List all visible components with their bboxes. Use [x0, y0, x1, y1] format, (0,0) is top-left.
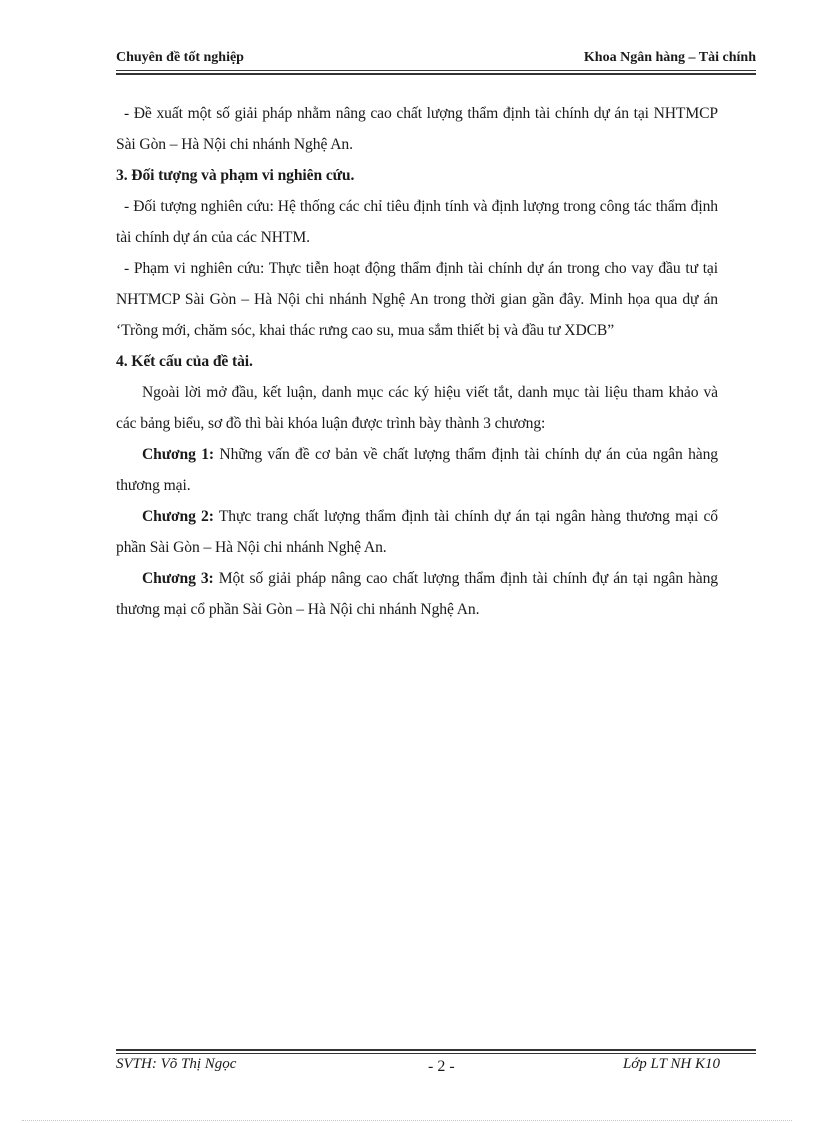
heading-section-4: 4. Kết cấu của đề tài. — [116, 353, 253, 370]
footer-rule-top — [116, 1049, 756, 1051]
page-header — [116, 48, 756, 68]
footer-class: Lớp LT NH K10 — [622, 1056, 720, 1072]
header-rule-bottom — [116, 73, 756, 75]
chapter-1-label: Chương 1: — [142, 446, 214, 463]
page-number: - 2 - — [428, 1058, 455, 1075]
chapter-3-text: Một số giải pháp nâng cao chất lượng thẩm định tài chính đự án tại ngân hàng thương mại cổ phần Sài Gòn – Hà Nội chi nhánh Nghệ An. — [116, 570, 718, 618]
chapter-3-paragraph — [116, 563, 718, 625]
chapter-1-text: Những vấn đề cơ bản về chất lượng thẩm định tài chính dự án của ngân hàng thương mại. — [116, 446, 718, 494]
footer-student: SVTH: Võ Thị Ngọc — [116, 1056, 237, 1072]
bullet-research-scope: - Phạm vi nghiên cứu: Thực tiễn hoạt động thẩm định tài chính dự án trong cho vay đầu tư tại NHTMCP Sài Gòn – Hà Nội chi nhánh Nghệ An trong thời gian gần đây. Minh họa qua dự án ‘Trồng mới, chăm sóc, khai thác rưng cao su, mua sắm thiết bị và đầu tư XDCB” — [116, 260, 718, 339]
page-footer — [116, 1054, 720, 1078]
chapter-3-label: Chương 3: — [142, 570, 214, 587]
document-body — [116, 98, 718, 625]
paragraph-structure: Ngoài lời mở đầu, kết luận, danh mục các ký hiệu viết tắt, danh mục tài liệu tham khảo và các bảng biểu, sơ đồ thì bài khóa luận được trình bày thành 3 chương: — [116, 384, 718, 432]
header-rule-top — [116, 70, 756, 71]
heading-section-3: 3. Đối tượng và phạm vi nghiên cứu. — [116, 167, 355, 184]
chapter-1-paragraph — [116, 439, 718, 501]
chapter-2-paragraph — [116, 501, 718, 563]
bullet-intro: - Đề xuất một số giải pháp nhằm nâng cao chất lượng thẩm định tài chính dự án tại NHTMCP Sài Gòn – Hà Nội chi nhánh Nghệ An. — [116, 105, 718, 153]
header-left-title: Chuyên đề tốt nghiệp — [116, 50, 244, 65]
header-right-title: Khoa Ngân hàng – Tài chính — [583, 50, 756, 65]
page-bottom-dotted-line — [22, 1120, 792, 1121]
chapter-2-label: Chương 2: — [142, 508, 214, 525]
bullet-research-object: - Đối tượng nghiên cứu: Hệ thống các chỉ tiêu định tính và định lượng trong công tác thẩm định tài chính dự án của các NHTM. — [116, 198, 718, 246]
chapter-2-text: Thực trang chất lượng thẩm định tài chính dự án tại ngân hàng thương mại cổ phần Sài Gòn – Hà Nội chi nhánh Nghệ An. — [116, 508, 718, 556]
